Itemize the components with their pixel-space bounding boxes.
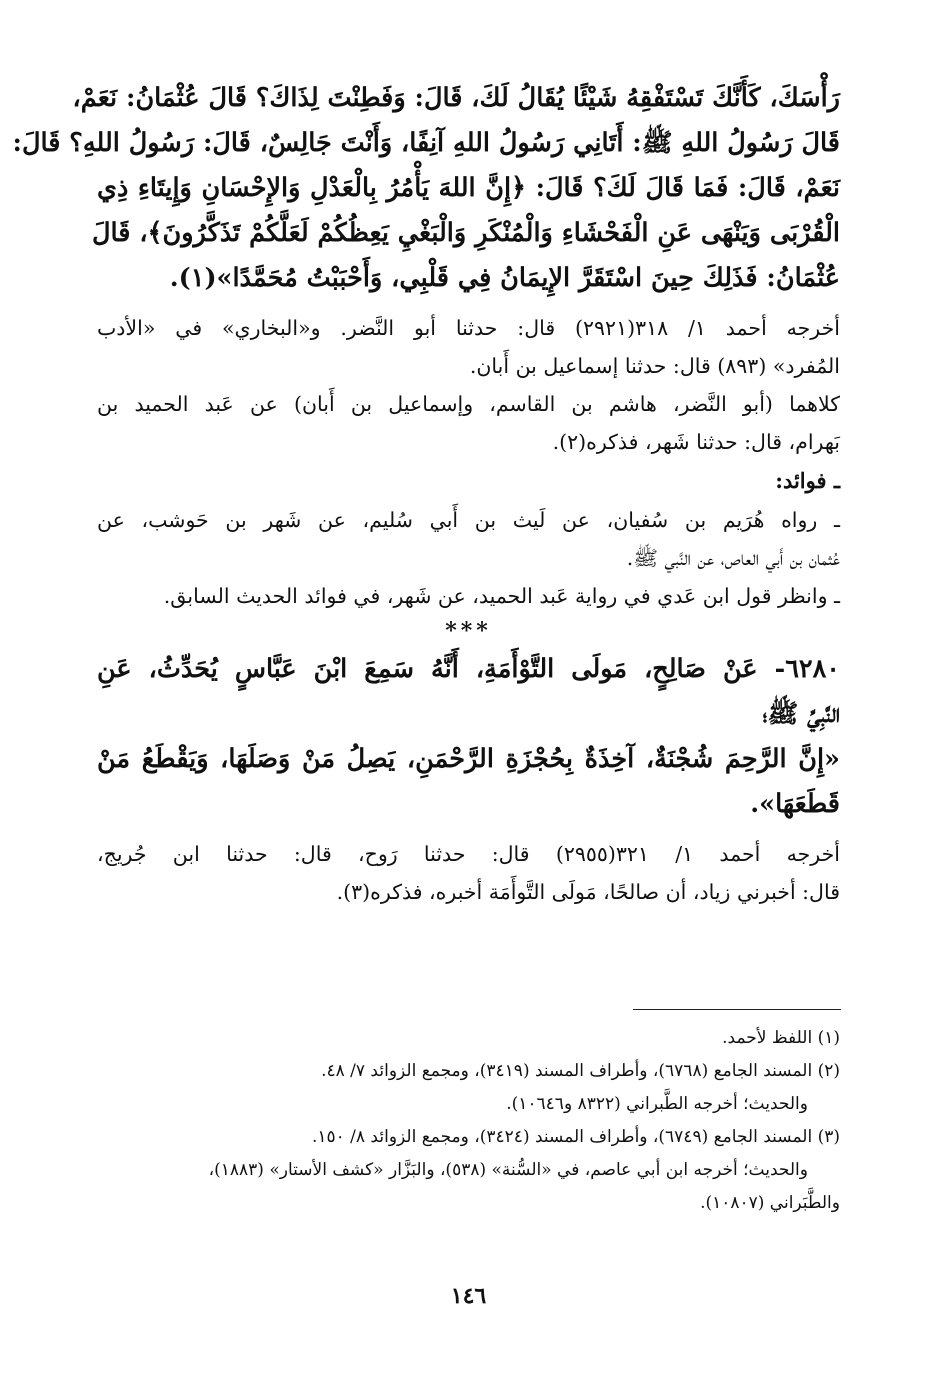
main-text <box>12 76 840 911</box>
text-line: نَعَمْ، قَالَ: فَمَا قَالَ لَكَ؟ قَالَ: ﴿إِنَّ اللهَ يَأْمُرُ بِالْعَدْلِ وَالإِحْسَانِ وَإِيتَاءِ ذِي <box>97 173 840 203</box>
text-line: أخرجه أحمد ١/ ٣١٨(٢٩٢١) قال: حدثنا أبو النَّضر. و«البخاري» في «الأدب <box>97 316 840 340</box>
text-line: عُثْمَانُ: فَذَلِكَ حِينَ اسْتَقَرَّ الإِيمَانُ فِي قَلْبِي، وَأَحْبَبْتُ مُحَمَّدًا»(١). <box>169 263 840 293</box>
text-line: كلاهما (أبو النَّضر، هاشم بن القاسم، وإسماعيل بن أَبان) عن عَبد الحميد بن <box>97 392 840 416</box>
section-separator: *** <box>445 618 492 644</box>
text-line: المُفرد» (٨٩٣) قال: حدثنا إسماعيل بن أَبان. <box>469 354 840 378</box>
hadith-continuation <box>12 76 840 301</box>
fawaid-heading: ـ فوائد: <box>775 468 840 493</box>
footnote-2-continuation: والحديث؛ أخرجه الطَّبراني (٨٣٢٢ و١٠٦٤٦). <box>506 1094 808 1114</box>
text-line: عُثمان بن أَبي العاص، عن النَّبي ﷺ. <box>626 546 840 570</box>
text-line: بَهرام، قال: حدثنا شَهر، فذكره(٢). <box>552 430 840 454</box>
footnotes <box>97 1022 840 1220</box>
text-line: رَأْسَكَ، كَأَنَّكَ تَسْتَفْقِهُ شَيْئًا يُقَالُ لَكَ، قَالَ: وَفَطِنْتَ لِذَاكَ؟ قَالَ عُثْمَانُ: نَعَمْ، <box>72 83 840 113</box>
text-line: ـ وانظر قول ابن عَدي في رواية عَبد الحميد، عن شَهر، في فوائد الحديث السابق. <box>163 584 840 608</box>
footnote-divider <box>633 1009 841 1010</box>
fawaid-paragraph <box>97 501 840 577</box>
page-number: ١٤٦ <box>450 1283 487 1309</box>
text-line: ٦٢٨٠- عَنْ صَالِحٍ، مَولَى التَّوْأَمَةِ، أَنَّهُ سَمِعَ ابْنَ عَبَّاسٍ يُحَدِّثُ، عَنِ <box>97 654 840 684</box>
text-line: قَطَعَهَا». <box>750 789 840 819</box>
text-line: الْقُرْبَى وَيَنْهَى عَنِ الْفَحْشَاءِ وَالْمُنْكَرِ وَالْبَغْيِ يَعِظُكُمْ لَعَلَّكُمْ تَذَكَّرُونَ﴾، قَالَ <box>91 218 840 248</box>
footnote-3-continuation: والحديث؛ أخرجه ابن أبي عاصم، في «السُّنة» (٥٣٨)، والبَزَّار «كشف الأستار» (١٨٨٣)، <box>208 1160 808 1180</box>
footnote-2: (٢) المسند الجامع (٦٧٦٨)، وأطراف المسند (٣٤١٩)، ومجمع الزوائد ٧/ ٤٨. <box>321 1061 840 1081</box>
takhrij-paragraph <box>97 309 840 385</box>
text-line: أخرجه أحمد ١/ ٣٢١(٢٩٥٥) قال: حدثنا رَوح، قال: حدثنا ابن جُريج، <box>97 842 840 866</box>
text-line: «إِنَّ الرَّحِمَ شُجْنَةٌ، آخِذَةٌ بِحُجْزَةِ الرَّحْمَنِ، يَصِلُ مَنْ وَصَلَهَا، وَيَقْطَعُ مَنْ <box>97 744 840 774</box>
text-line: قال: أخبرني زياد، أن صالحًا، مَولَى التَّوأَمَة أخبره، فذكره(٣). <box>336 880 840 904</box>
takhrij-paragraph <box>97 385 840 461</box>
footnote-3: (٣) المسند الجامع (٦٧٤٩)، وأطراف المسند (٣٤٢٤)، ومجمع الزوائد ٨/ ١٥٠. <box>311 1127 840 1147</box>
text-line: ـ رواه هُرَيم بن سُفيان، عن لَيث بن أَبي سُليم، عن شَهر بن حَوشب، عن <box>97 508 840 532</box>
text-line: النَّبِيِّ ﷺ؛ <box>762 699 840 729</box>
takhrij-paragraph <box>97 835 840 911</box>
footnote-3-continuation: والطَّبَراني (١٠٨٠٧). <box>700 1193 840 1213</box>
fawaid-paragraph <box>97 577 840 615</box>
footnote-1: (١) اللفظ لأحمد. <box>722 1028 840 1048</box>
hadith-6280 <box>97 647 840 827</box>
text-line: قَالَ رَسُولُ اللهِ ﷺ: أَتَانِي رَسُولُ اللهِ آنِفًا، وَأَنْتَ جَالِسٌ، قَالَ: رَسُولُ اللهِ؟ قَالَ: <box>12 128 840 158</box>
